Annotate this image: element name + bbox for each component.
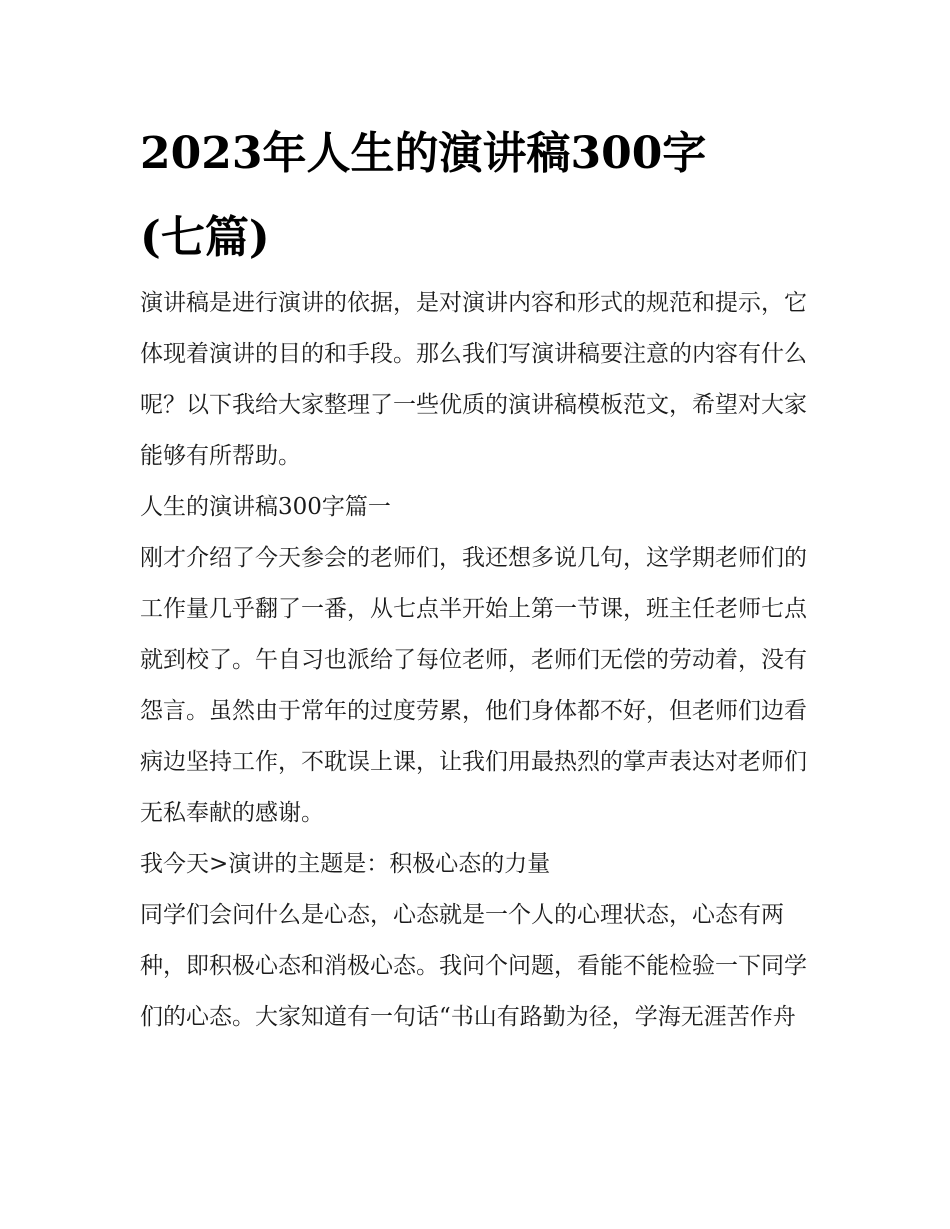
title-line-2: (七篇) [140, 212, 270, 263]
intro-paragraph: 演讲稿是进行演讲的依据，是对演讲内容和形式的规范和提示，它体现着演讲的目的和手段。那么我们写演讲稿要注意的内容有什么呢？以下我给大家整理了一些优质的演讲稿模板范文，希望对大家能够有所帮助。 [140, 290, 807, 469]
theme-line: 我今天>演讲的主题是：积极心态的力量 [140, 851, 551, 877]
speech-paragraph: 刚才介绍了今天参会的老师们，我还想多说几句，这学期老师们的工作量几乎翻了一番，从七点半开始上第一节课，班主任老师七点就到校了。午自习也派给了每位老师，老师们无偿的劳动着，没有怨言。虽然由于常年的过度劳累，他们身体都不好，但老师们边看病边坚持工作，不耽误上课，让我们用最热烈的掌声表达对老师们无私奉献的感谢。 [140, 545, 807, 826]
document-body [140, 278, 812, 1043]
document-title [140, 112, 820, 280]
section-heading: 人生的演讲稿300字篇一 [140, 494, 391, 520]
title-line-1: 2023年人生的演讲稿300字 [140, 128, 707, 179]
speech-paragraph: 同学们会问什么是心态，心态就是一个人的心理状态，心态有两种，即积极心态和消极心态。我问个问题，看能不能检验一下同学们的心态。大家知道有一句话“书山有路勤为径，学海无涯苦作舟 [140, 902, 807, 1030]
